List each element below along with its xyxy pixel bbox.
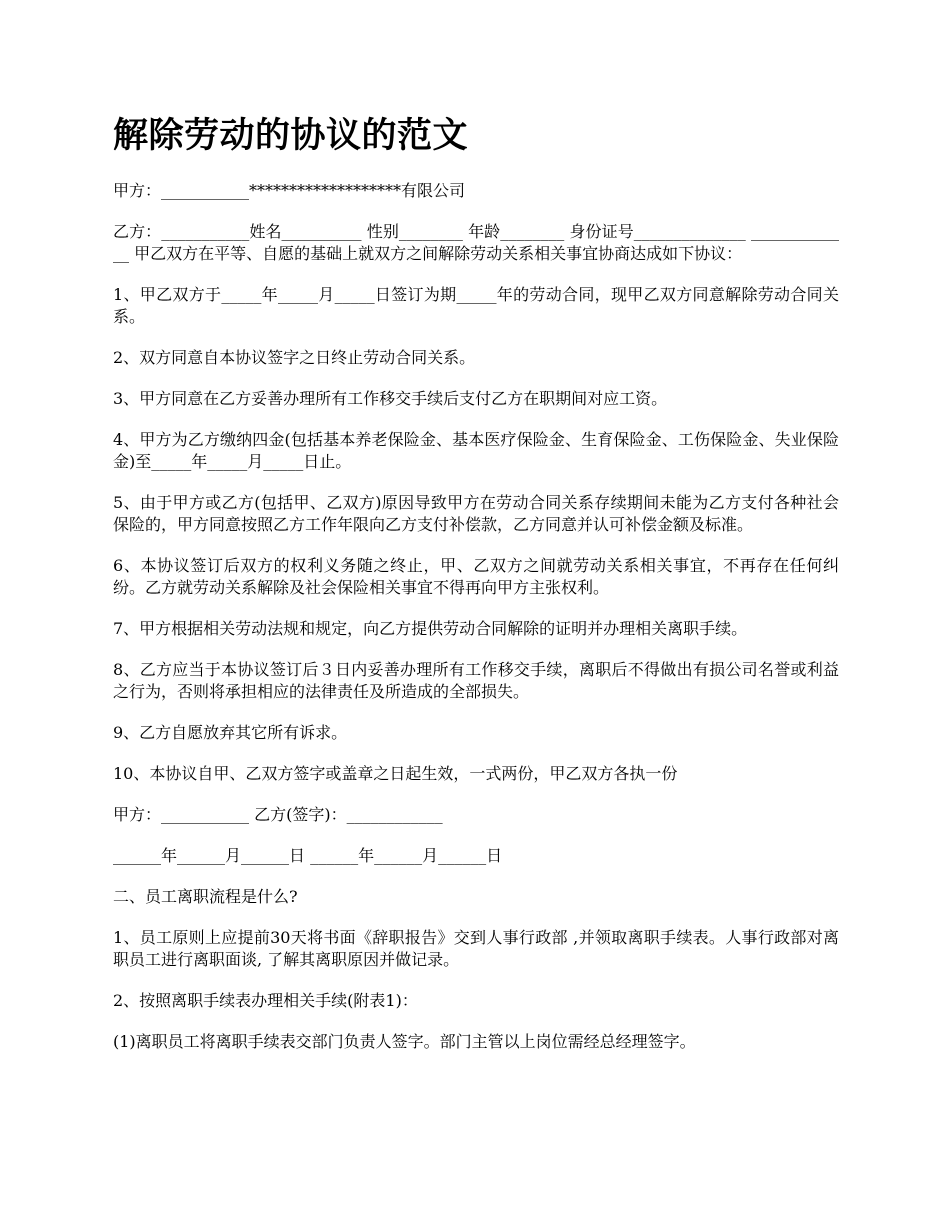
- clause-3: 3、甲方同意在乙方妥善办理所有工作移交手续后支付乙方在职期间对应工资。: [113, 389, 668, 408]
- clause-9: 9、乙方自愿放弃其它所有诉求。: [113, 723, 348, 742]
- paragraph-party-b: 乙方：___________姓名__________ 性别________ 年龄________ 身份证号______________ _____________ 甲乙双方在平等、自愿的基础上就双方之间解除劳动关系相关事宜协商达成如下协议：: [113, 222, 839, 263]
- document-page: [113, 112, 839, 1072]
- process-substep-1: (1)离职员工将离职手续表交部门负责人签字。部门主管以上岗位需经总经理签字。: [113, 1032, 696, 1051]
- clause-2: 2、双方同意自本协议签字之日终止劳动合同关系。: [113, 348, 476, 367]
- clause-4: 4、甲方为乙方缴纳四金(包括基本养老保险金、基本医疗保险金、生育保险金、工伤保险金、失业保险金)至_____年_____月_____日止。: [113, 430, 839, 471]
- section-heading: 二、员工离职流程是什么?: [113, 887, 298, 906]
- document-title: 解除劳动的协议的范文: [113, 116, 469, 156]
- process-step-2: 2、按照离职手续表办理相关手续(附表1)：: [113, 991, 418, 1010]
- process-step-1: 1、员工原则上应提前30天将书面《辞职报告》交到人事行政部 ,并领取离职手续表。人事行政部对离职员工进行离职面谈, 了解其离职原因并做记录。: [113, 928, 839, 969]
- clause-8: 8、乙方应当于本协议签订后３日内妥善办理所有工作移交手续，离职后不得做出有损公司名誉或利益之行为，否则将承担相应的法律责任及所造成的全部损失。: [113, 660, 839, 701]
- date-line: ______年______月______日 ______年______月______日: [113, 846, 503, 865]
- signature-line: 甲方：___________ 乙方(签字)：____________: [113, 805, 443, 824]
- clause-10: 10、本协议自甲、乙双方签字或盖章之日起生效，一式两份，甲乙双方各执一份: [113, 764, 678, 783]
- clause-5: 5、由于甲方或乙方(包括甲、乙双方)原因导致甲方在劳动合同关系存续期间未能为乙方支付各种社会保险的，甲方同意按照乙方工作年限向乙方支付补偿款，乙方同意并认可补偿金额及标准。: [113, 493, 839, 534]
- clause-7: 7、甲方根据相关劳动法规和规定，向乙方提供劳动合同解除的证明并办理相关离职手续。: [113, 619, 748, 638]
- paragraph-party-a: 甲方：___________*******************有限公司: [113, 181, 466, 200]
- clause-1: 1、甲乙双方于_____年_____月_____日签订为期_____年的劳动合同，现甲乙双方同意解除劳动合同关系。: [113, 285, 839, 326]
- clause-6: 6、本协议签订后双方的权利义务随之终止，甲、乙双方之间就劳动关系相关事宜，不再存在任何纠纷。乙方就劳动关系解除及社会保险相关事宜不得再向甲方主张权利。: [113, 556, 839, 597]
